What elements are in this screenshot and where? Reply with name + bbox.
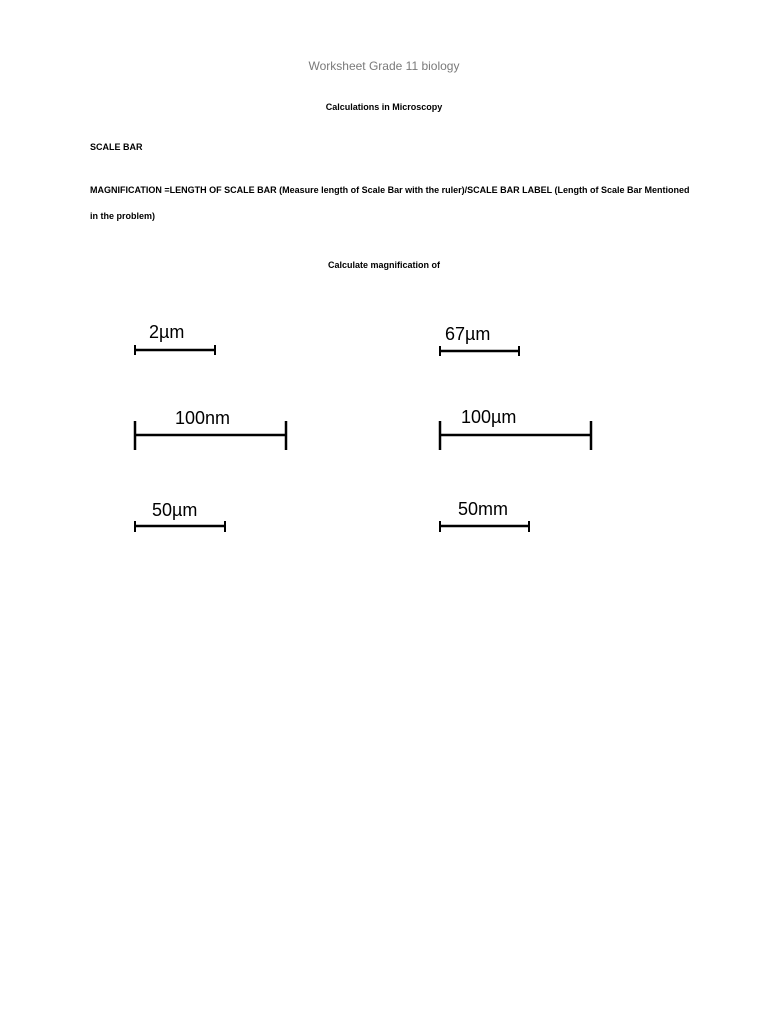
scale-bar-line [133, 520, 227, 534]
scale-bar-label: 50µm [152, 500, 198, 520]
scale-bar-line [134, 344, 216, 356]
scale-bar-50mm [438, 499, 532, 535]
scale-bar-line [438, 520, 532, 534]
worksheet-subtitle: Calculations in Microscopy [325, 102, 443, 112]
scale-bar-100nm [133, 408, 289, 454]
scale-bar-line [133, 420, 289, 452]
magnification-formula: MAGNIFICATION =LENGTH OF SCALE BAR (Measure length of Scale Bar with the ruler)/SCALE BAR LABEL (Length of Scale Bar Mentioned in the problem) [90, 185, 690, 221]
scale-bar-label: 67µm [445, 324, 491, 344]
scale-bar-label: 100µm [461, 407, 517, 427]
scale-bar-67um [439, 324, 521, 358]
instruction-text: Calculate magnification of [327, 260, 441, 270]
section-label: SCALE BAR [90, 142, 143, 152]
scale-bar-100um [438, 407, 594, 453]
scale-bar-line [439, 345, 521, 357]
scale-bar-label: 50mm [458, 499, 509, 519]
scale-bar-50um [133, 500, 227, 536]
scale-bar-label: 100nm [175, 408, 231, 428]
scale-bar-label: 2µm [149, 322, 185, 342]
scale-bar-line [438, 420, 594, 452]
page-title: Worksheet Grade 11 biology [308, 59, 460, 73]
scale-bar-2um [134, 322, 216, 356]
